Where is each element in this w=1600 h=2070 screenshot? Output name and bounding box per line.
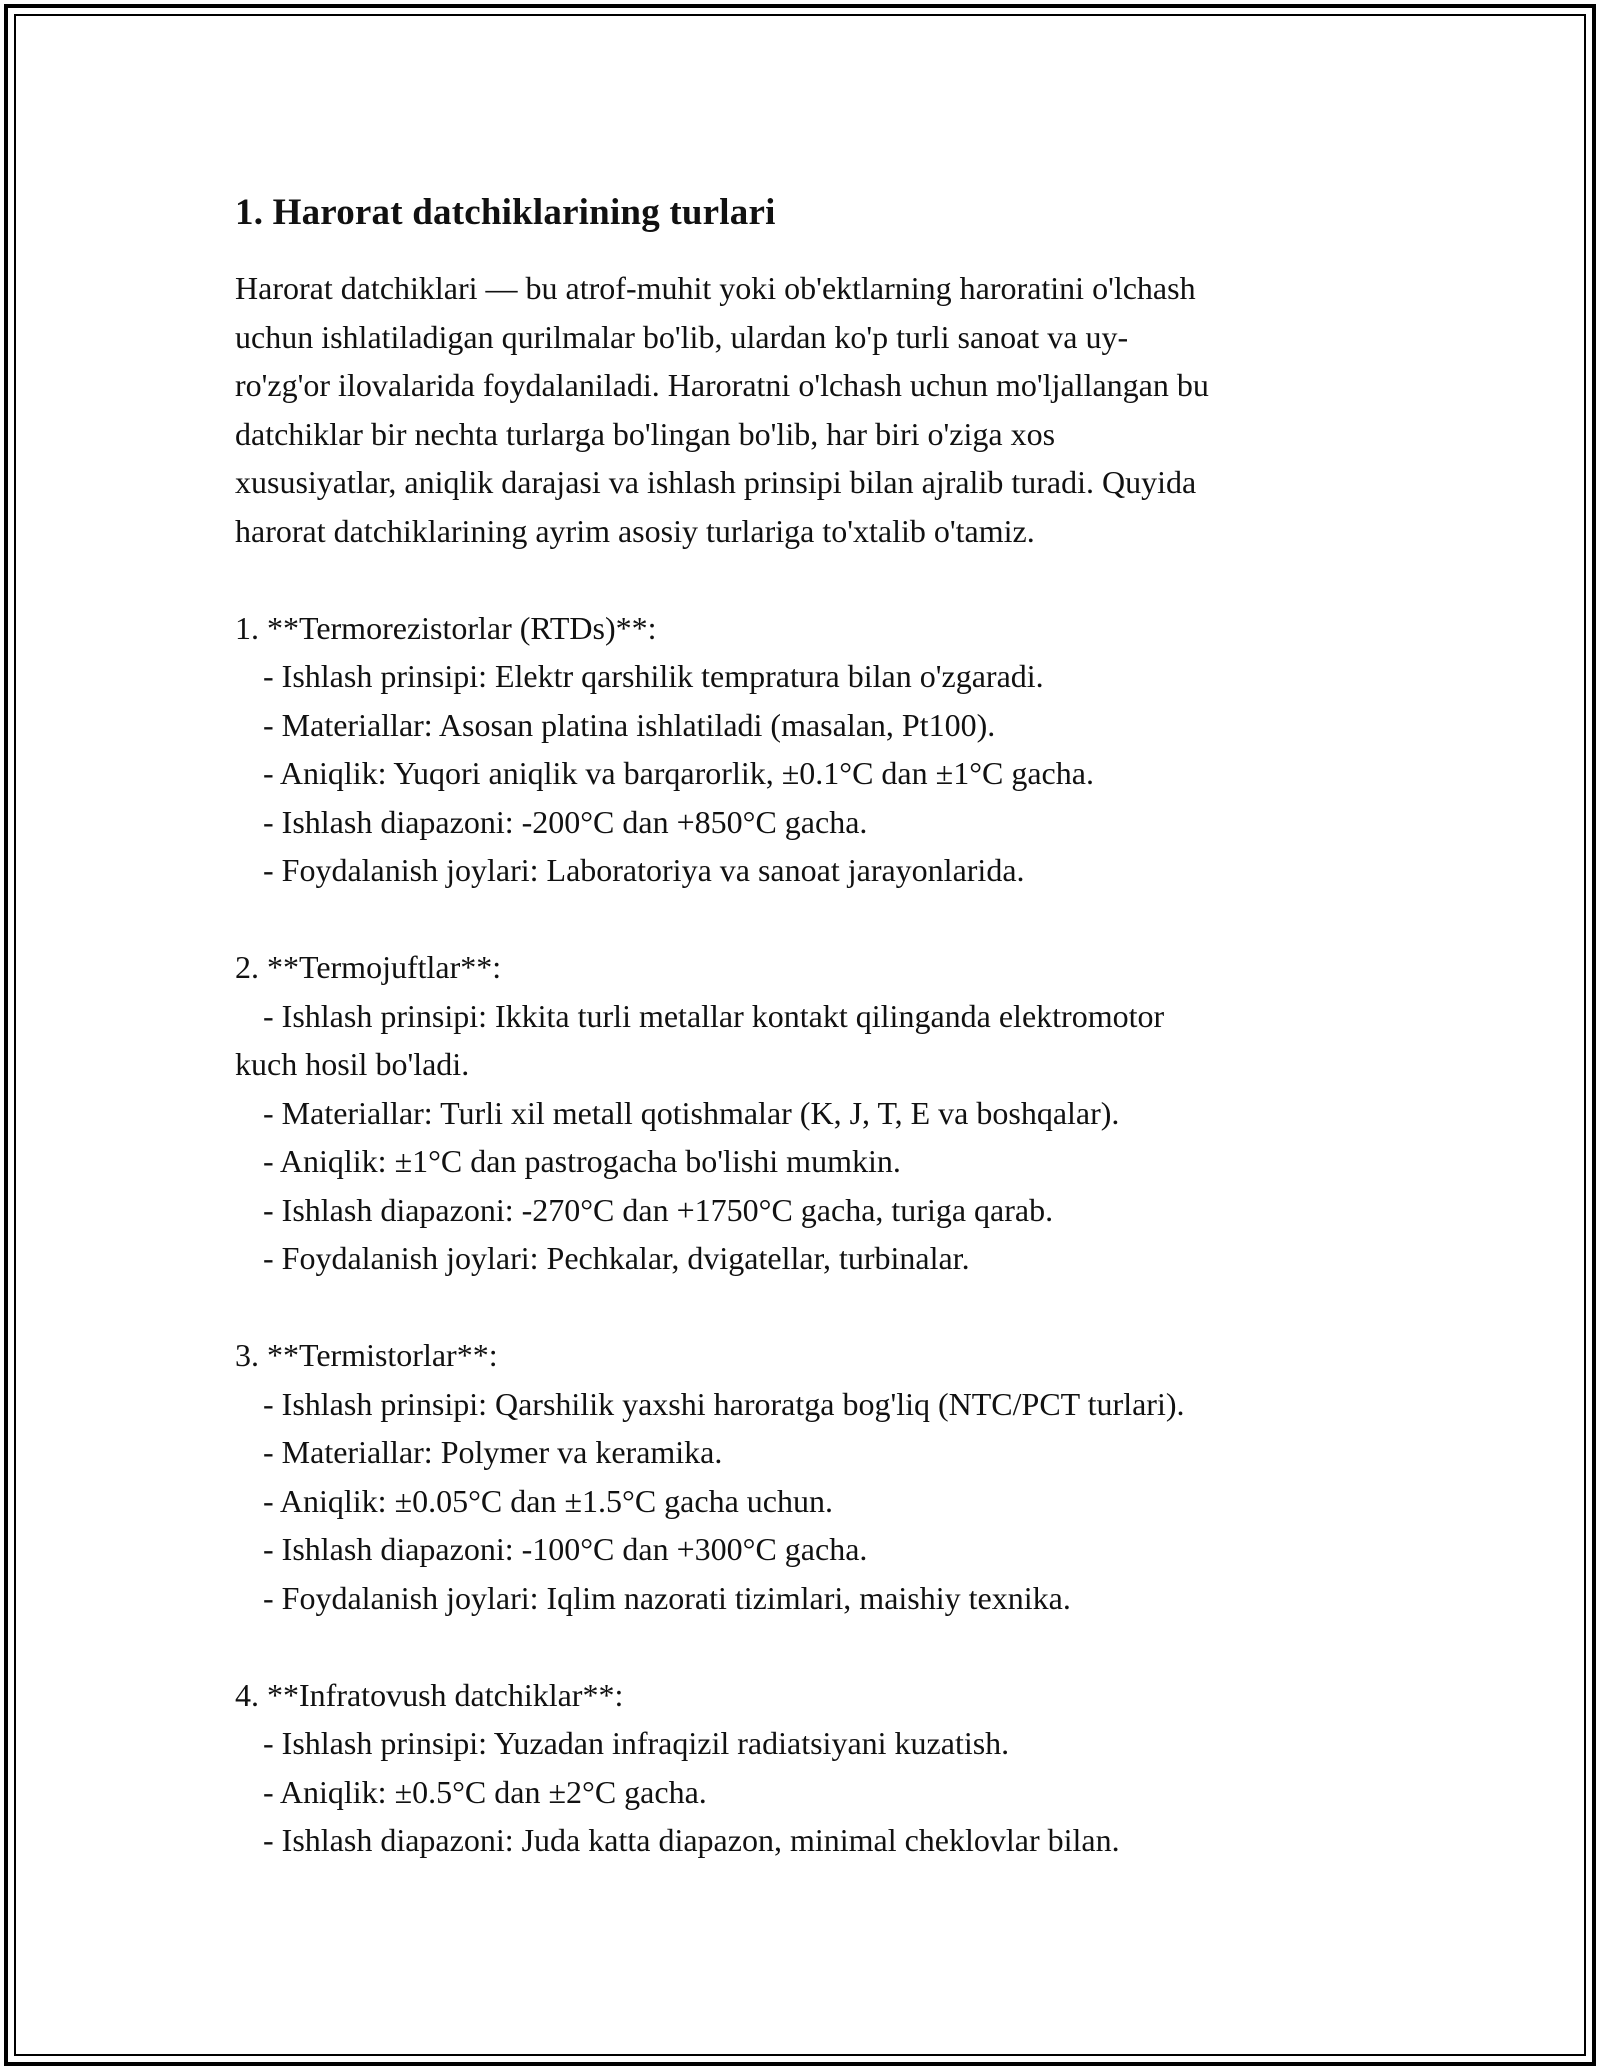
list-item: - Aniqlik: ±1°C dan pastrogacha bo'lishi mumkin. — [263, 1143, 901, 1179]
list-item: - Ishlash diapazoni: -200°C dan +850°C gacha. — [263, 803, 868, 840]
list-item: - Aniqlik: ±0.5°C dan ±2°C gacha. — [263, 1773, 707, 1810]
section-heading: 3. **Termistorlar**: — [235, 1337, 498, 1373]
intro-line: uchun ishlatiladigan qurilmalar bo'lib, ulardan ko'p turli sanoat va uy- — [235, 318, 1129, 355]
intro-line: datchiklar bir nechta turlarga bo'lingan bo'lib, har biri o'ziga xos — [235, 415, 1056, 452]
list-item: - Materiallar: Turli xil metall qotishmalar (K, J, T, E va boshqalar). — [263, 1094, 1120, 1131]
page-title: 1. Harorat datchiklarining turlari — [235, 192, 776, 233]
intro-line: xususiyatlar, aniqlik darajasi va ishlash prinsipi bilan ajralib turadi. Quyida — [235, 464, 1197, 500]
list-item: - Ishlash prinsipi: Qarshilik yaxshi haroratga bog'liq (NTC/PCT turlari). — [263, 1385, 1185, 1422]
list-item: - Foydalanish joylari: Iqlim nazorati tizimlari, maishiy texnika. — [263, 1579, 1071, 1616]
intro-line: ro'zg'or ilovalarida foydalaniladi. Haroratni o'lchash uchun mo'ljallangan bu — [235, 367, 1209, 403]
intro-line: harorat datchiklarining ayrim asosiy turlariga to'xtalib o'tamiz. — [235, 512, 1035, 549]
intro-paragraph — [235, 264, 1375, 555]
section-termistorlar — [235, 1331, 1375, 1622]
list-item: - Materiallar: Asosan platina ishlatiladi (masalan, Pt100). — [263, 706, 996, 743]
list-item: - Ishlash diapazoni: Juda katta diapazon, minimal cheklovlar bilan. — [263, 1822, 1120, 1858]
list-item-continuation: kuch hosil bo'ladi. — [235, 1046, 470, 1082]
list-item: - Aniqlik: Yuqori aniqlik va barqarorlik, ±0.1°C dan ±1°C gacha. — [263, 755, 1094, 791]
list-item: - Ishlash prinsipi: Elektr qarshilik tempratura bilan o'zgaradi. — [263, 658, 1044, 694]
list-item: - Materiallar: Polymer va keramika. — [263, 1434, 723, 1470]
section-heading: 2. **Termojuftlar**: — [235, 949, 502, 985]
intro-line: Harorat datchiklari — bu atrof-muhit yoki ob'ektlarning haroratini o'lchash — [235, 270, 1196, 306]
section-heading: 4. **Infratovush datchiklar**: — [235, 1676, 624, 1713]
list-item: - Foydalanish joylari: Laboratoriya va sanoat jarayonlarida. — [263, 852, 1025, 888]
section-termorezistorlar — [235, 604, 1375, 895]
list-item: - Ishlash prinsipi: Yuzadan infraqizil radiatsiyani kuzatish. — [263, 1725, 1010, 1761]
list-item: - Ishlash prinsipi: Ikkita turli metallar kontakt qilinganda elektromotor — [263, 997, 1165, 1034]
list-item: - Aniqlik: ±0.05°C dan ±1.5°C gacha uchun. — [263, 1482, 833, 1519]
section-termojuftlar — [235, 943, 1375, 1283]
section-infratovush — [235, 1671, 1375, 1865]
section-heading: 1. **Termorezistorlar (RTDs)**: — [235, 609, 657, 646]
document-body — [235, 188, 1375, 1865]
list-item: - Foydalanish joylari: Pechkalar, dvigatellar, turbinalar. — [263, 1240, 970, 1276]
list-item: - Ishlash diapazoni: -270°C dan +1750°C gacha, turiga qarab. — [263, 1191, 1054, 1228]
list-item: - Ishlash diapazoni: -100°C dan +300°C gacha. — [263, 1531, 868, 1567]
